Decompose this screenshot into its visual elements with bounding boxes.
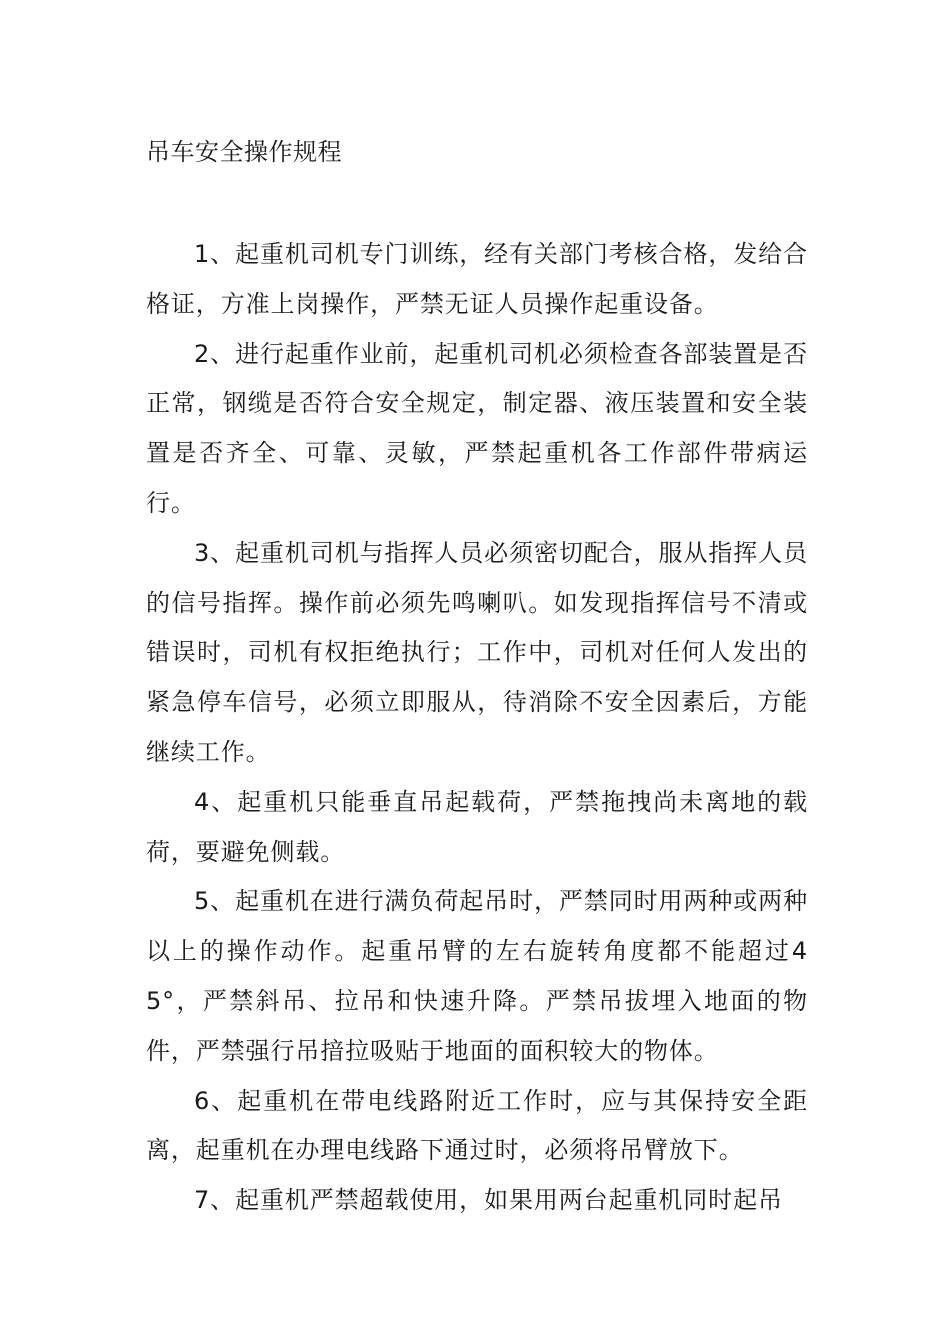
paragraph-5: 5、起重机在进行满负荷起吊时，严禁同时用两种或两种以上的操作动作。起重吊臂的左右旋转角度都不能超过45°，严禁斜吊、拉吊和快速升降。严禁吊拔埋入地面的物件，严禁强行吊揞拉吸贴于地面的面积较大的物体。 [146, 887, 808, 1065]
document-body [146, 230, 808, 1226]
paragraph-6: 6、起重机在带电线路附近工作时，应与其保持安全距离，起重机在办理电线路下通过时，必须将吊臂放下。 [146, 1086, 808, 1165]
paragraph-3: 3、起重机司机与指挥人员必须密切配合，服从指挥人员的信号指挥。操作前必须先鸣喇叭。如发现指挥信号不清或错误时，司机有权拒绝执行；工作中，司机对任何人发出的紧急停车信号，必须立即服从，待消除不安全因素后，方能继续工作。 [146, 538, 808, 766]
paragraph-4: 4、起重机只能垂直吊起载荷，严禁拖拽尚未离地的载荷，要避免侧载。 [146, 787, 808, 866]
document-title: 吊车安全操作规程 [146, 138, 342, 166]
paragraph-7: 7、起重机严禁超载使用，如果用两台起重机同时起吊 [194, 1186, 783, 1215]
paragraph-2: 2、进行起重作业前，起重机司机必须检查各部装置是否正常，钢缆是否符合安全规定，制定器、液压装置和安全装置是否齐全、可靠、灵敏，严禁起重机各工作部件带病运行。 [146, 339, 808, 517]
paragraph-1: 1、起重机司机专门训练，经有关部门考核合格，发给合格证，方准上岗操作，严禁无证人员操作起重设备。 [146, 240, 808, 318]
